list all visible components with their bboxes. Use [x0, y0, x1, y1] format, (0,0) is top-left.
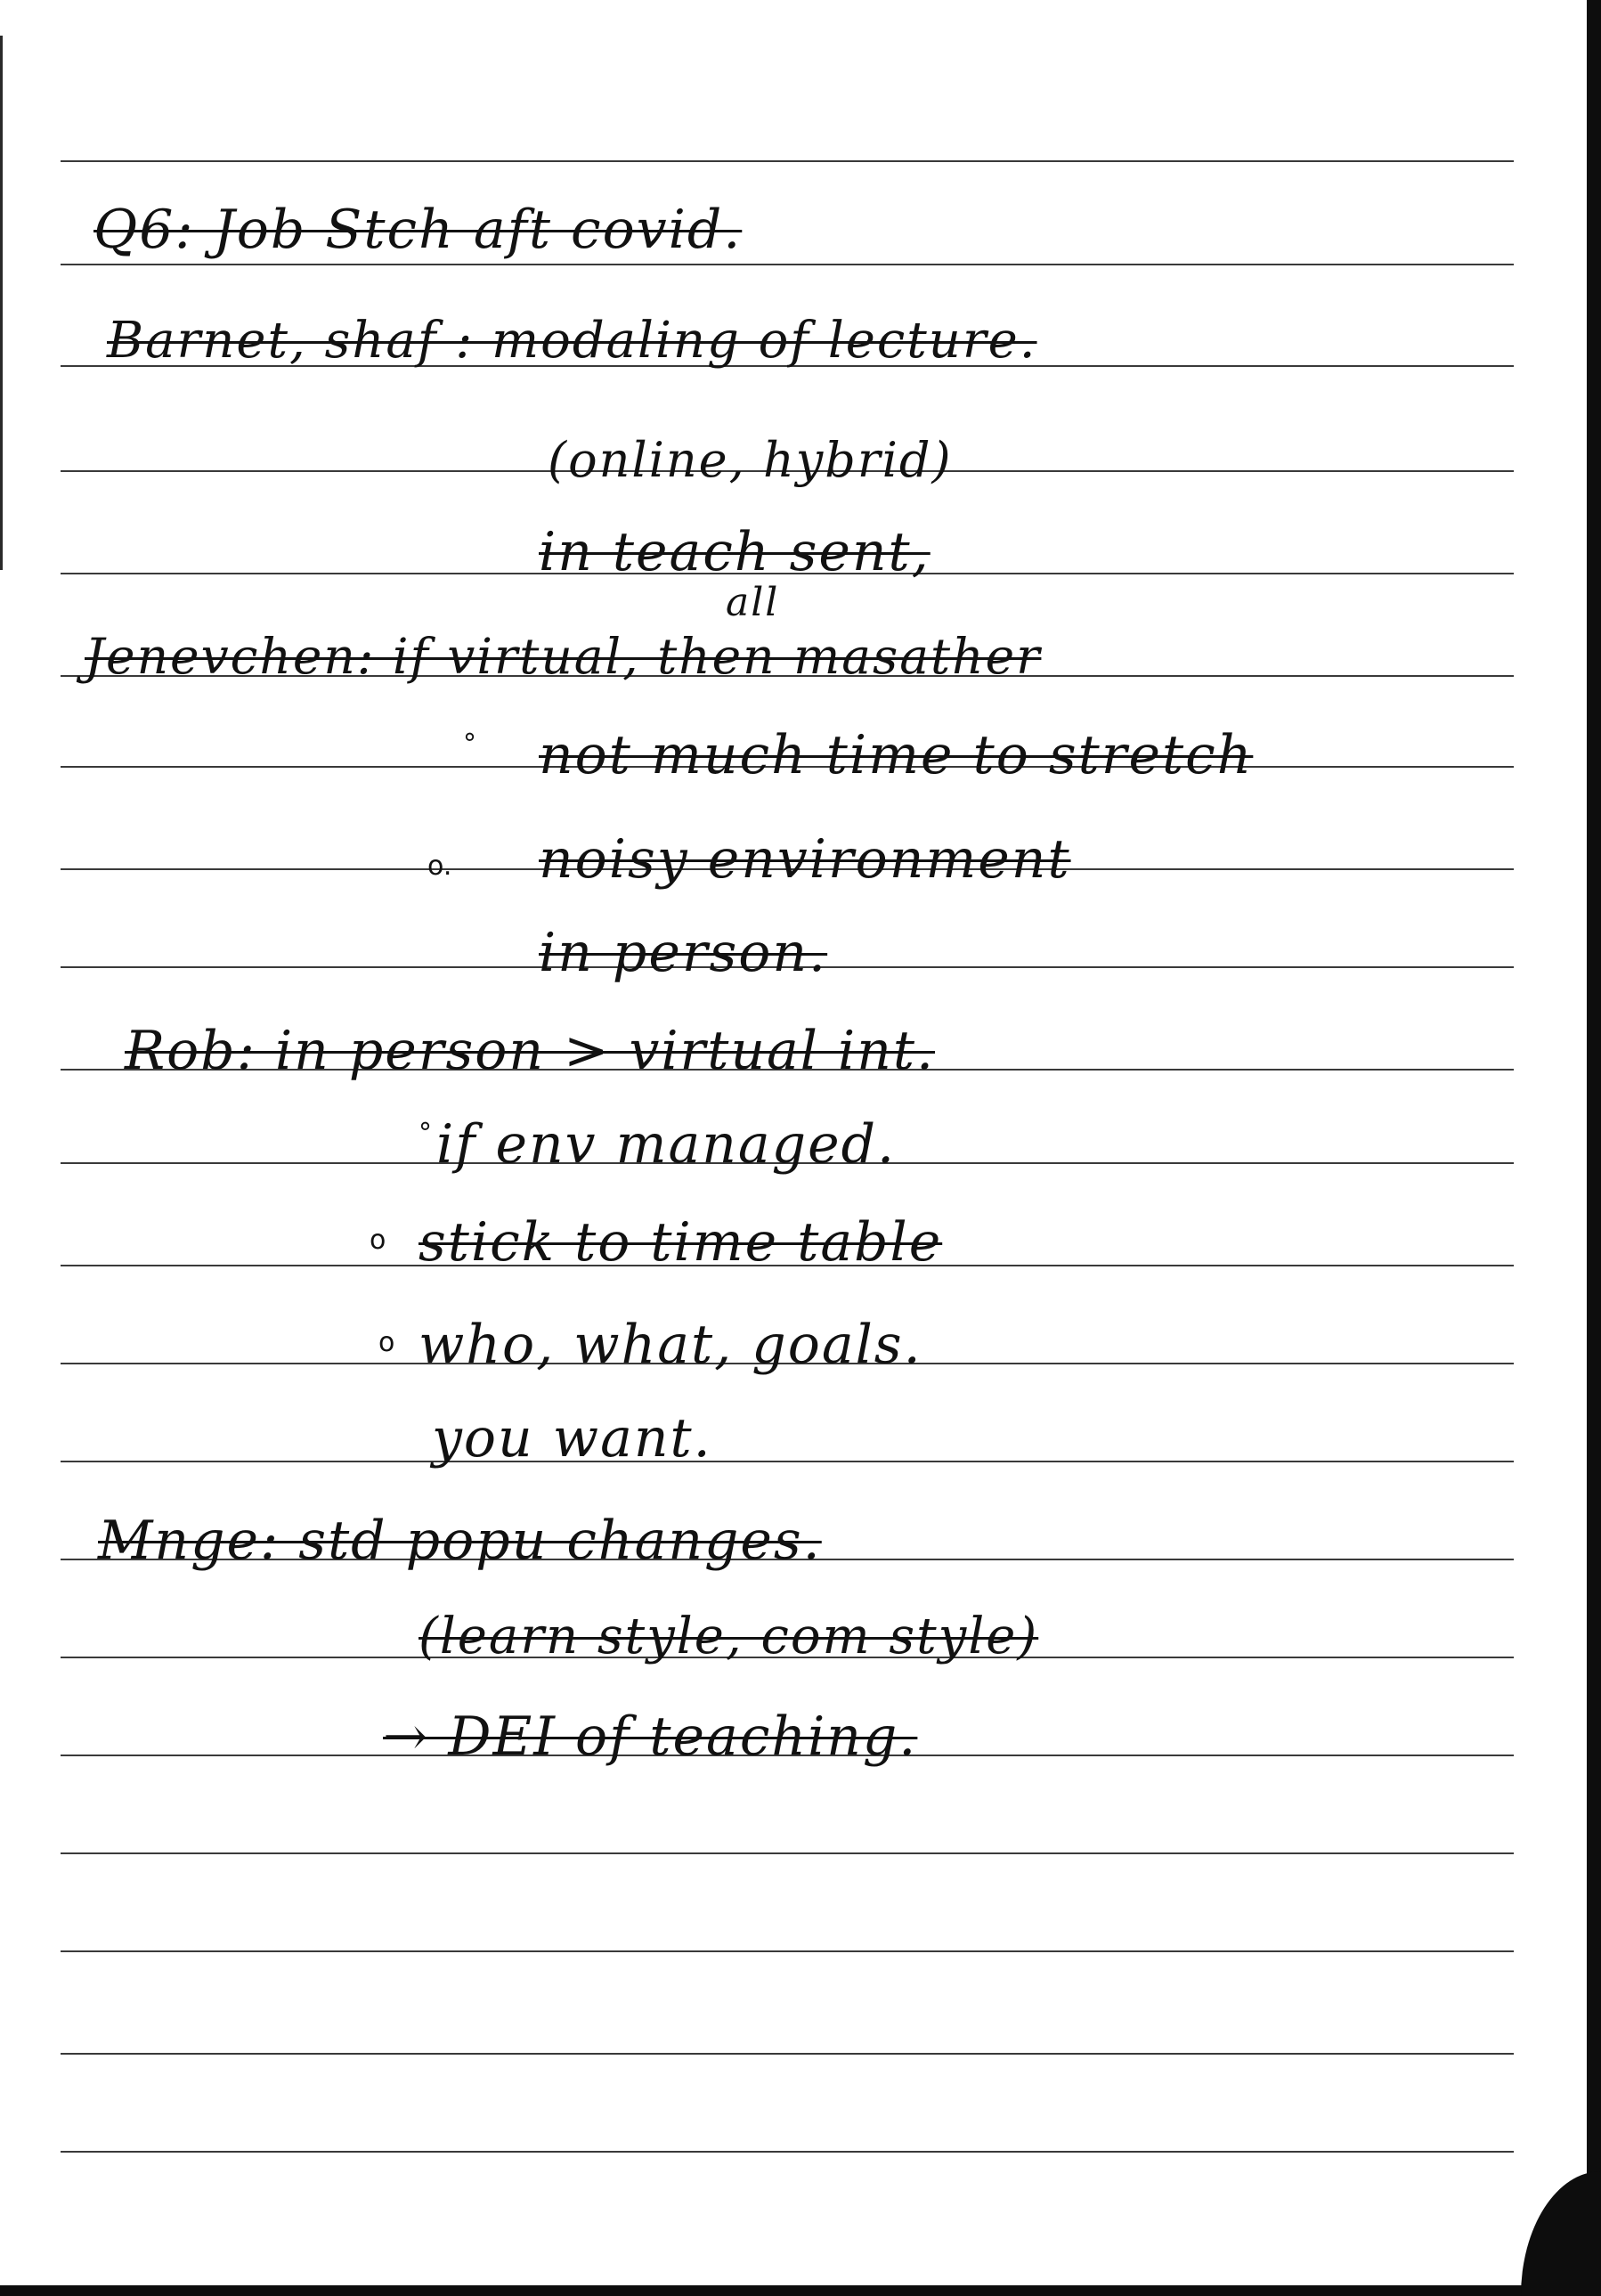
note-line-stretch: not much time to stretch	[539, 724, 1254, 786]
note-line-in-teach: in teach sent,	[539, 521, 931, 583]
note-line-noisy: noisy environment	[539, 828, 1071, 891]
bullet-marker: o	[378, 1327, 395, 1358]
note-line-in-person: in person.	[539, 922, 828, 984]
note-line-dei: → DEI of teaching.	[383, 1706, 918, 1768]
bullet-marker: °	[419, 1118, 432, 1149]
scan-edge-right	[1587, 0, 1601, 2296]
scan-corner	[1521, 2171, 1601, 2296]
ruled-line	[61, 2151, 1514, 2153]
note-line-learn-style: (learn style, com style)	[419, 1608, 1039, 1665]
note-line-online-hybrid: (online, hybrid)	[548, 432, 953, 488]
bullet-marker: o	[370, 1225, 386, 1256]
ruled-line	[61, 1461, 1514, 1462]
note-line-time-table: stick to time table	[419, 1211, 943, 1274]
note-line-env-managed: if env managed.	[436, 1113, 897, 1176]
note-line-who-what-goals: who, what, goals.	[419, 1314, 922, 1376]
note-insert-all: all	[726, 580, 780, 625]
note-line-q6: Q6: Job Stch aft covid.	[93, 199, 743, 261]
scan-edge-left	[0, 36, 3, 570]
ruled-line	[61, 1852, 1514, 1854]
bullet-marker: °	[463, 729, 476, 760]
note-line-barnet: Barnet, shaf : modaling of lecture.	[107, 312, 1037, 370]
note-line-rob: Rob: in person > virtual int.	[125, 1020, 936, 1082]
ruled-line	[61, 2053, 1514, 2055]
note-line-jenevchen: Jenevchen: if virtual, then masather	[85, 628, 1042, 685]
ruled-line	[61, 1950, 1514, 1952]
ruled-line	[61, 264, 1514, 265]
ruled-line	[61, 160, 1514, 162]
bullet-marker: o.	[427, 851, 452, 882]
note-line-mnge: Mnge: std popu changes.	[98, 1510, 822, 1572]
scan-edge-bottom	[0, 2285, 1601, 2296]
note-line-you-want: you want.	[432, 1407, 712, 1470]
